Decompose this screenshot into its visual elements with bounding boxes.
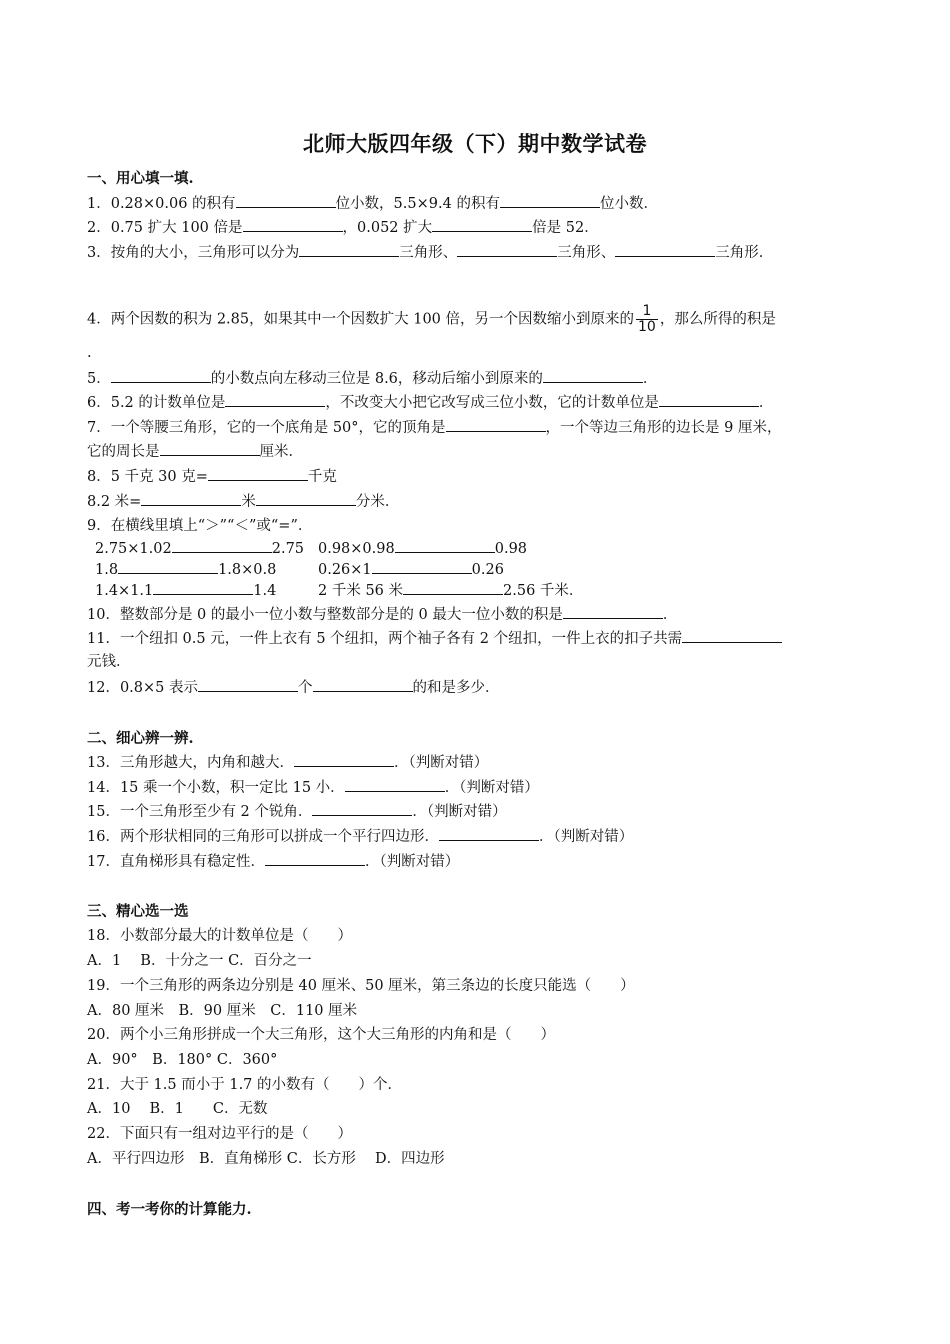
question-19: 19．一个三角形的两条边分别是 40 厘米、50 厘米，第三条边的长度只能选（ ） [87, 978, 635, 994]
question-4 [87, 304, 776, 335]
q9-expr: 1.8 [95, 562, 119, 578]
answer-blank[interactable] [299, 242, 399, 257]
q6-text-b: ，不改变大小把它改写成三位小数，它的计数单位是 [325, 395, 659, 411]
q7-text-d: 厘米． [259, 444, 303, 460]
answer-blank[interactable] [439, 826, 539, 841]
q9-expr: 2.75×1.02 [95, 541, 172, 557]
q12-text-c: 的和是多少． [412, 680, 500, 696]
question-7-line-2 [87, 441, 303, 462]
question-15 [87, 801, 507, 822]
q6-text-a: 6．5.2 的计数单位是 [87, 395, 226, 411]
judge-note: ．（判断对错） [444, 780, 539, 796]
q9-row-2-right [318, 559, 504, 580]
q8-text-d: 米 [241, 494, 256, 510]
answer-blank[interactable] [446, 417, 546, 432]
answer-blank[interactable] [403, 580, 503, 595]
q3-text-d: 三角形． [715, 245, 774, 261]
question-7 [87, 417, 782, 438]
answer-blank[interactable] [265, 851, 365, 866]
q8-text-a: 8．5 千克 30 克= [87, 469, 208, 485]
q9-expr: 0.98×0.98 [318, 541, 395, 557]
answer-blank[interactable] [198, 677, 298, 692]
question-10 [87, 604, 677, 625]
section-heading-3: 三、精心选一选 [87, 903, 189, 920]
answer-blank[interactable] [312, 801, 412, 816]
answer-blank[interactable] [153, 580, 253, 595]
q2-text-b: ，0.052 扩大 [342, 220, 433, 236]
page-title: 北师大版四年级（下）期中数学试卷 [303, 131, 647, 156]
q13-text: 13．三角形越大，内角和越大． [87, 755, 294, 771]
question-20: 20．两个小三角形拼成一个大三角形，这个大三角形的内角和是（ ） [87, 1027, 555, 1043]
question-9: 9．在横线里填上“＞”“＜”或“=”． [87, 518, 313, 534]
question-20-options[interactable]: A．90° B．180° C．360° [87, 1052, 278, 1068]
judge-note: ．（判断对错） [412, 804, 507, 820]
answer-blank[interactable] [236, 193, 336, 208]
question-1 [87, 193, 658, 214]
q3-text-a: 3．按角的大小，三角形可以分为 [87, 245, 300, 261]
q9-expr: 1.8×0.8 [218, 562, 277, 578]
question-11-line-2: 元钱． [87, 654, 131, 670]
q16-text: 16．两个形状相同的三角形可以拼成一个平行四边形． [87, 829, 439, 845]
q7-text-c: 它的周长是 [87, 444, 160, 460]
q12-text-b: 个 [298, 680, 313, 696]
fraction-one-tenth [636, 304, 658, 335]
q9-row-3 [95, 580, 276, 601]
q1-text-a: 1．0.28×0.06 的积有 [87, 196, 236, 212]
q9-expr: 2.75 [271, 541, 305, 557]
q3-text-b: 三角形、 [399, 245, 458, 261]
q10-text-a: 10．整数部分是 0 的最小一位小数与整数部分是的 0 最大一位小数的积是 [87, 607, 563, 623]
question-12 [87, 677, 500, 698]
judge-note: ．（判断对错） [538, 829, 634, 845]
q10-text-b: ． [662, 607, 678, 623]
question-3 [87, 242, 773, 263]
answer-blank[interactable] [111, 368, 211, 383]
q5-text-a: 5． [87, 371, 111, 387]
answer-blank[interactable] [172, 538, 272, 553]
question-21-options[interactable]: A．10 B．1 C．无数 [87, 1101, 268, 1117]
q2-text-a: 2．0.75 扩大 100 倍是 [87, 220, 243, 236]
q9-row-3-right [318, 580, 583, 601]
question-18-options[interactable]: A．1 B．十分之一 C．百分之一 [87, 953, 312, 969]
question-13 [87, 752, 488, 773]
question-11 [87, 628, 782, 649]
q7-text-a: 7．一个等腰三角形，它的一个底角是 50°，它的顶角是 [87, 420, 446, 436]
question-8 [87, 466, 337, 487]
q4-text-a: 4．两个因数的积为 2.85，如果其中一个因数扩大 100 倍，另一个因数缩小到原来的 [87, 311, 635, 328]
answer-blank[interactable] [500, 193, 600, 208]
answer-blank[interactable] [208, 466, 308, 481]
question-14 [87, 777, 539, 798]
question-19-options[interactable]: A．80 厘米 B．90 厘米 C．110 厘米 [87, 1003, 358, 1019]
q6-text-c: ． [758, 395, 774, 411]
answer-blank[interactable] [243, 217, 343, 232]
judge-note: ．（判断对错） [393, 755, 489, 771]
q8-text-b: 千克 [307, 469, 337, 485]
answer-blank[interactable] [615, 242, 715, 257]
section-heading-1: 一、用心填一填. [87, 170, 194, 187]
section-heading-4: 四、考一考你的计算能力. [87, 1201, 252, 1218]
q2-text-c: 倍是 52． [532, 220, 599, 236]
question-16 [87, 826, 633, 847]
answer-blank[interactable] [563, 604, 663, 619]
answer-blank[interactable] [432, 217, 532, 232]
answer-blank[interactable] [372, 559, 472, 574]
q5-text-c: ． [642, 371, 658, 387]
q17-text: 17．直角梯形具有稳定性． [87, 854, 265, 870]
q9-expr: 0.98 [494, 541, 528, 557]
question-21: 21．大于 1.5 而小于 1.7 的小数有（ ）个． [87, 1077, 403, 1093]
q5-text-b: 的小数点向左移动三位是 8.6，移动后缩小到原来的 [210, 371, 543, 387]
q11-text-a: 11．一个纽扣 0.5 元，一件上衣有 5 个纽扣，两个袖子各有 2 个纽扣，一件上衣的扣子共需 [87, 631, 683, 647]
q8-text-e: 分米． [355, 494, 400, 510]
question-17 [87, 851, 459, 872]
question-2 [87, 217, 599, 238]
q9-expr: 1.4×1.1 [95, 583, 154, 599]
question-22: 22．下面只有一组对边平行的是（ ） [87, 1126, 352, 1142]
answer-blank[interactable] [457, 242, 557, 257]
q9-expr: 0.26×1 [318, 562, 372, 578]
q15-text: 15．一个三角形至少有 2 个锐角． [87, 804, 313, 820]
q4-text-b: ，那么所得的积是 [659, 311, 776, 328]
fraction-denominator: 10 [638, 319, 656, 335]
answer-blank[interactable] [141, 491, 241, 506]
answer-blank[interactable] [225, 392, 325, 407]
judge-note: ．（判断对错） [364, 854, 460, 870]
answer-blank[interactable] [118, 559, 218, 574]
answer-blank[interactable] [659, 392, 759, 407]
question-22-options[interactable]: A．平行四边形 B．直角梯形 C．长方形 D．四边形 [87, 1151, 445, 1167]
section-heading-2: 二、细心辨一辨. [87, 730, 194, 747]
q3-text-c: 三角形、 [557, 245, 616, 261]
answer-blank[interactable] [345, 777, 445, 792]
question-18: 18．小数部分最大的计数单位是（ ） [87, 928, 352, 944]
q9-expr: 0.26 [471, 562, 504, 578]
q9-row-1 [95, 538, 304, 559]
answer-blank[interactable] [160, 441, 260, 456]
q7-text-b: ，一个等边三角形的边长是 9 厘米， [545, 420, 782, 436]
question-6 [87, 392, 773, 413]
answer-blank[interactable] [543, 368, 643, 383]
q9-row-1-right [318, 538, 527, 559]
q9-expr: 1.4 [253, 583, 277, 599]
answer-blank[interactable] [294, 752, 394, 767]
answer-blank[interactable] [256, 491, 356, 506]
q14-text: 14．15 乘一个小数，积一定比 15 小． [87, 780, 345, 796]
q1-text-c: 位小数． [599, 196, 658, 212]
answer-blank[interactable] [313, 677, 413, 692]
fraction-numerator: 1 [636, 304, 658, 320]
q12-text-a: 12．0.8×5 表示 [87, 680, 198, 696]
q9-row-2 [95, 559, 276, 580]
answer-blank[interactable] [395, 538, 495, 553]
question-5 [87, 368, 657, 389]
q4-continuation: . [87, 345, 92, 361]
q9-expr: 2 千米 56 米 [318, 583, 404, 599]
q8-text-c: 8.2 米= [87, 494, 142, 510]
answer-blank[interactable] [682, 628, 782, 643]
q1-text-b: 位小数，5.5×9.4 的积有 [335, 196, 500, 212]
question-8-line-2 [87, 491, 399, 512]
q9-expr: 2.56 千米． [503, 583, 584, 599]
